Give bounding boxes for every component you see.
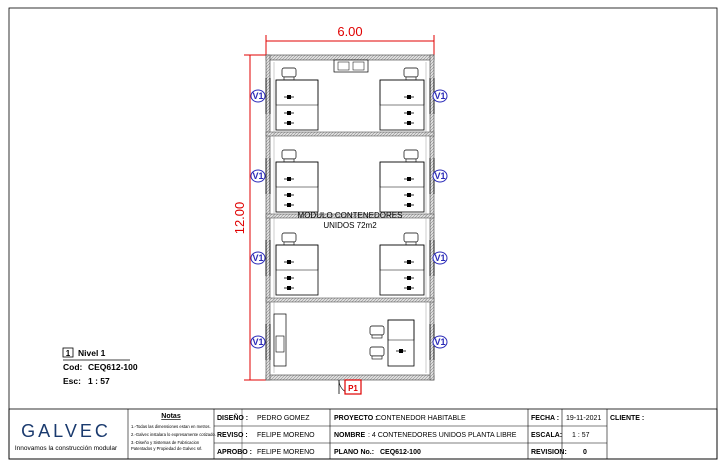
diseno-value: PEDRO GOMEZ [257,415,310,422]
window-tag [433,252,447,264]
svg-text:V1: V1 [252,91,264,101]
window-tag [251,170,265,182]
sheet-border [9,8,717,459]
diseno-label: DISEÑO : [217,415,249,422]
note-line: 2.-Galvec instalara lo expresamente cotizado. [131,432,216,437]
height-label: 12.00 [232,201,247,235]
svg-text:V1: V1 [434,253,446,263]
note-line: Patentados y Propiedad de Galvec srl. [131,446,203,451]
container-joint-1 [266,132,434,136]
wall-top [266,55,434,60]
company-logo: GALVEC [21,421,111,441]
plano-label: PLANO No.: [334,449,375,456]
note-line: 3.-Diseño y Sistemas de Fabricacion [131,440,200,445]
workstation-left-3 [276,233,318,295]
workstation-right-3 [380,233,424,295]
workstation-left-1 [276,68,318,130]
window-tags-right [433,90,447,348]
window-tag [251,336,265,348]
nombre-label: NOMBRE [334,432,366,439]
workstation-right-2 [380,150,424,212]
note-line: 1.-Todas las dimensiones estan en metros. [131,424,211,429]
code-value: CEQ612-100 [88,362,138,372]
window-tag [251,252,265,264]
window-tag [433,90,447,102]
office-desk [370,320,414,366]
aprobo-label: APROBO : [217,449,252,456]
nombre-value: : 4 CONTENEDORES UNIDOS PLANTA LIBRE [368,432,517,439]
door-tag-label: P1 [348,384,358,393]
window-tags-left [251,90,265,348]
scale-value: 1 : 57 [88,376,110,386]
door-opening [339,380,361,394]
window-tag [433,170,447,182]
container-joint-3 [266,298,434,302]
sink-fixture [334,60,368,72]
level-info [63,348,138,386]
fecha-label: FECHA : [531,415,560,422]
workstation-right-1 [380,68,424,130]
window-tag [433,336,447,348]
width-label: 6.00 [337,24,363,39]
height-dimension [232,55,266,380]
svg-text:V1: V1 [434,91,446,101]
company-tagline: Innovamos la construcción modular [14,445,118,452]
escala-label: ESCALA: [531,432,563,439]
aprobo-value: FELIPE MORENO [257,449,315,456]
svg-text:V1: V1 [434,337,446,347]
code-label: Cod: [63,362,83,372]
wall-bottom [266,375,434,380]
notes-title: Notas [161,413,181,420]
fecha-value: 19-11-2021 [566,415,602,422]
svg-text:V1: V1 [252,171,264,181]
proyecto-label: PROYECTO : [334,415,378,422]
reviso-label: REVISO : [217,432,248,439]
floor-plan [266,55,434,394]
window-tag [251,90,265,102]
workstation-left-2 [276,150,318,212]
proyecto-value: CONTENEDOR HABITABLE [376,415,466,422]
plano-value: CEQ612-100 [380,449,421,456]
level-number: 1 [65,349,71,358]
plan-label-line2: UNIDOS 72m2 [323,221,377,230]
width-dimension [266,24,434,55]
scale-label: Esc: [63,376,81,386]
cliente-label: CLIENTE : [610,415,645,422]
svg-text:V1: V1 [252,253,264,263]
svg-text:V1: V1 [434,171,446,181]
cabinet-unit [274,314,286,366]
escala-value: 1 : 57 [572,432,590,439]
revision-value: 0 [583,449,587,456]
reviso-value: FELIPE MORENO [257,432,315,439]
plan-label-line1: MODULO CONTENEDORES [297,211,403,220]
level-name: Nivel 1 [78,348,106,358]
title-block [9,409,717,459]
svg-text:V1: V1 [252,337,264,347]
revision-label: REVISION: [531,449,567,456]
